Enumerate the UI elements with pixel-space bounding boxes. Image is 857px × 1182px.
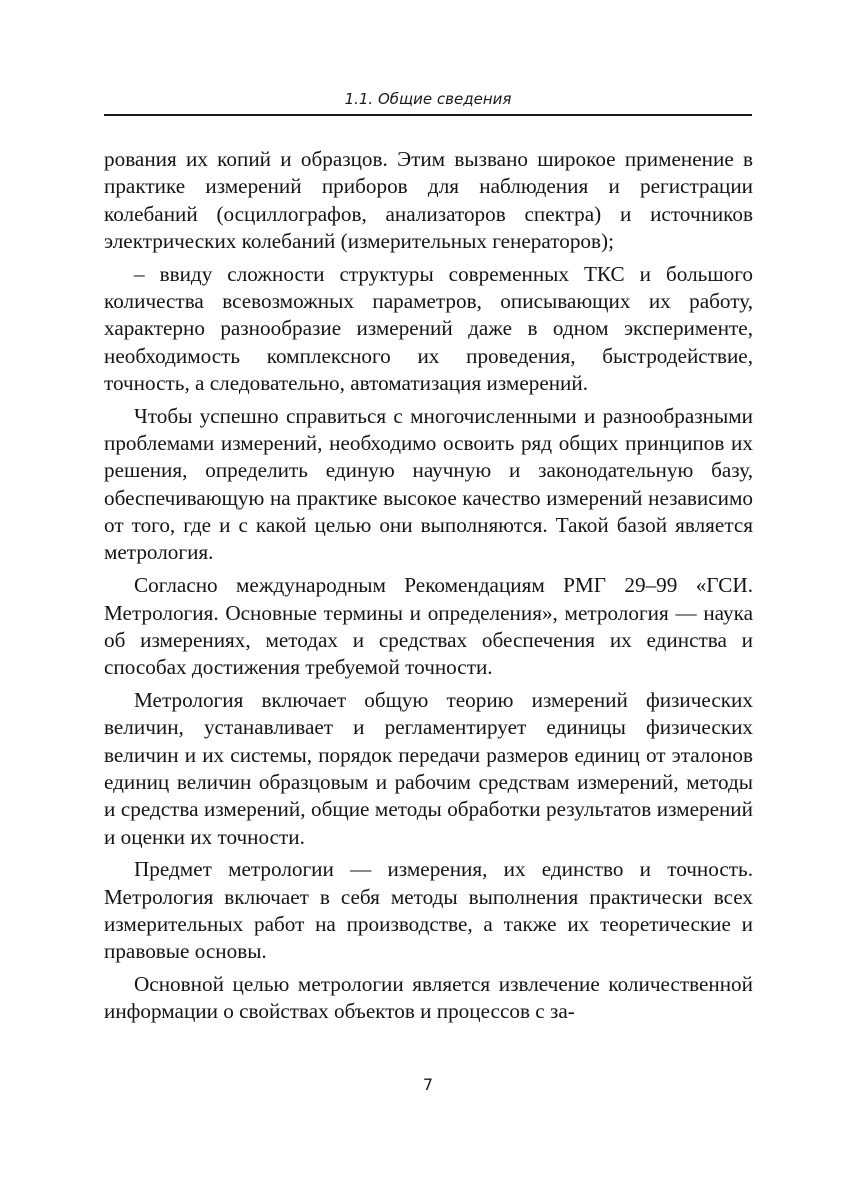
body-text: [104, 146, 753, 1031]
paragraph-continuation: рования их копий и образцов. Этим вызвано широкое применение в практике измерений приборов для наблюдения и регистрации колебаний (осциллографов, анализаторов спектра) и источников электрических колебаний (измерительных генераторов);: [104, 147, 753, 253]
paragraph: Согласно международным Рекомендациям РМГ 29–99 «ГСИ. Метрология. Основные термины и определения», метрология — наука об измерениях, методах и средствах обеспечения их единства и способах достижения требуемой точности.: [104, 573, 753, 680]
paragraph-list-item: – ввиду сложности структуры современных ТКС и большого количества всевозможных параметров, описывающих их работу, характерно разнообразие измерений даже в одном эксперименте, необходимость комплексного их проведения, быстродействие, точность, а следовательно, автоматизация измерений.: [104, 261, 753, 395]
page-number: 7: [422, 1075, 434, 1094]
paragraph: Метрология включает общую теорию измерений физических величин, устанавливает и регламентирует единицы физических величин и их системы, порядок передачи размеров единиц от эталонов единиц величин образцовым и рабочим средствам измерений, методы и средства измерений, общие методы обработки результатов измерений и оценки их точности.: [104, 688, 753, 849]
running-header: 1.1. Общие сведения: [344, 90, 512, 108]
paragraph: Чтобы успешно справиться с многочисленными и разнообразными проблемами измерений, необходимо освоить ряд общих принципов их решения, определить единую научную и законодательную базу, обеспечивающую на практике высокое качество измерений независимо от того, где и с какой целью они выполняются. Такой базой является метрология.: [104, 403, 753, 565]
header-rule: [104, 114, 752, 116]
paragraph: Основной целью метрологии является извлечение количественной информации о свойствах объектов и процессов с за-: [104, 972, 753, 1024]
paragraph: Предмет метрологии — измерения, их единство и точность. Метрология включает в себя методы выполнения практически всех измерительных работ на производстве, а также их теоретические и правовые основы.: [104, 857, 753, 964]
